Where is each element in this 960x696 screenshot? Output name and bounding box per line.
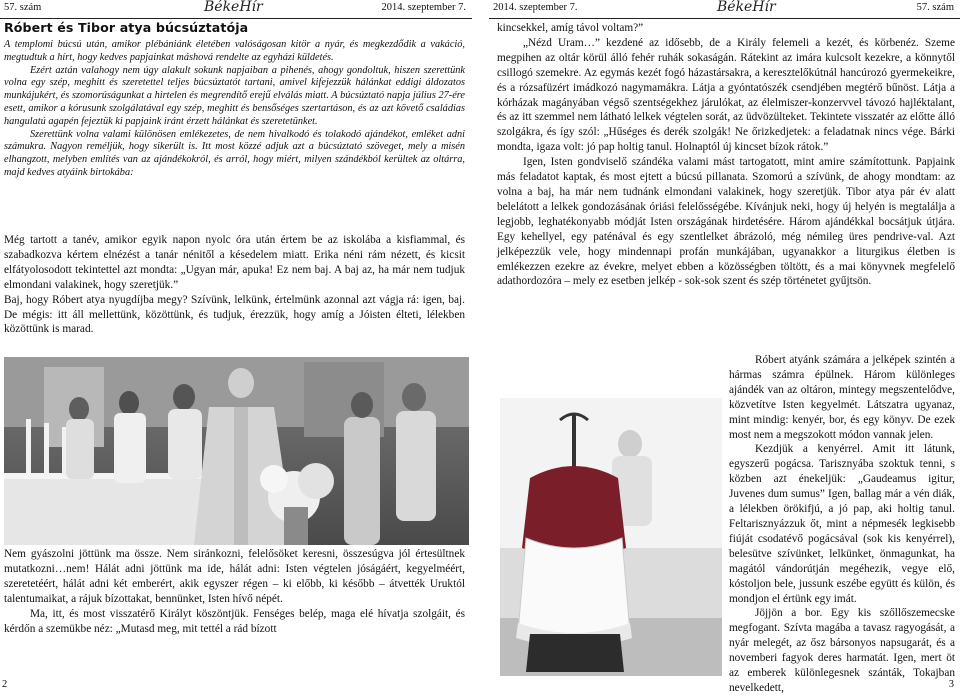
article-body [4, 233, 465, 337]
issue-number: 57. szám [4, 2, 42, 13]
lead-paragraph: A templomi búcsú után, amikor plébániánk életében valóságosan kitör a nyár, és megkezdődik a vakáció, megtudtuk a hírt, hogy kedves papjainkat máshová rendelte az egyházi küldetés. [4, 39, 465, 63]
page-number: 3 [948, 679, 954, 690]
lead-paragraph: Szerettünk volna valami különösen emlékezetes, de nem hivalkodó és tolakodó ajándékot, emléket adni számukra. Nagyon reméljük, hogy sikerült is. Itt most közzé adjuk azt a búcsúztató szöveget, mely a misén elhangzott, melyben említés van az ajándékokról, és arról, hogy miért, milyen szándékból kerültek az oltárra, majd kedves atyáink birtokába: [4, 128, 465, 178]
running-head-left [0, 0, 472, 19]
article-body-continued [4, 547, 465, 636]
article-column-wrap [729, 353, 955, 696]
body-paragraph: Baj, hogy Róbert atya nyugdíjba megy? Szívünk, lelkünk, értelmünk azonnal azt vágja rá: igen, baj. De mégis: itt áll mellettünk, közöttünk, és tudjuk, érezzük, hogy amíg a Jóisten élteti, lélekben közöttünk is marad. [4, 293, 465, 336]
lead-paragraph: Ezért aztán valahogy nem úgy alakult sokunk napjaiban a pihenés, ahogy gondoltuk, hiszen szerettünk volna egy szép, meghitt és szeretettel teljes búcsúztatót tartani, amivel kifejezzük hálánkat eddigi áldozatos munkájukért, és szomorúságunkat a hirtelen és megrendítő erejű elválás miatt. A búcsúztató napja július 27-ére esett, amikor a kórusunk szolgálatával egy szép, meghitt és bensőséges szertartáson, és az azt követő családias hangulatú agapén fejeztük ki papjaink iránt érzett hálánkat és szeretetünket. [4, 64, 465, 127]
body-paragraph: Jöjjön a bor. Egy kis szőllőszemecske megfogant. Szívta magába a tavasz ragyogását, a nyár melegét, az ősz bársonyos napsugarát, és a novemberi fagyok deres harmatát. Igen, mert öt az emberek különlegesnek szánták, Tokajban nevelkedett, [729, 607, 955, 694]
issue-date: 2014. szeptember 7. [381, 2, 466, 13]
church-mass-photo-icon [4, 357, 469, 545]
page-number: 2 [2, 679, 8, 690]
page-gutter [472, 0, 489, 692]
issue-number: 57. szám [916, 2, 954, 13]
left-page [0, 0, 472, 692]
body-paragraph: Kezdjük a kenyérrel. Amit itt látunk, egyszerű pogácsa. Tarisznyába szoktuk tenni, s közben azt énekeljük: „Gaudeamus igitur, Juvenes dum sumus” Igen, ballag már a vén diák, a lélekben örökifjú, a jó pap, aki holtig tanul. Feltarisznyázzuk őt, mint a népmesék legkisebb fiúját csodatévő pogácsával (sok kis kenyérrel), belesütve szívünket, lelkünket, önmagunkat, ha magától vándorútján megéhezik, vegye elő, kóstoljon bele, jussunk eszébe együtt és külön, és mondjon el értünk egy imát. [729, 443, 955, 605]
body-paragraph: Róbert atyánk számára a jelképek szintén a hármas számra épülnek. Három különleges ajándék van az oltáron, mintegy megszentelődve, közvetítve Isten kegyelmét. Látszatra ugyanaz, mint mindig: kenyér, bor, és egy könyv. De ezek most nem a megszokott módon vannak jelen. [729, 354, 955, 441]
body-paragraph: Ma, itt, és most visszatérő Királyt köszöntjük. Fenséges belép, maga elé hívatja szolgáit, és kérdőn a szemükbe néz: „Mutasd meg, mit tettél a rád bízott [4, 607, 465, 635]
brand-logo: BékeHír [204, 0, 263, 15]
issue-date: 2014. szeptember 7. [493, 2, 578, 13]
body-paragraph: Még tartott a tanév, amikor egyik napon nyolc óra után értem be az iskolába a kisfiammal, és szabadkozva kértem elnézést a tanár nénitől a késedelem miatt. Erika néni rám nézett, és kicsit elfátyolosodott tekintettel azt mondta: „Ugyan már, apuka! Ez nem baj. A baj az, ha már nem tudjuk elmondani valakinek, hogy szeretjük.” [4, 234, 465, 291]
body-paragraph: „Nézd Uram…” kezdené az idősebb, de a Király felemeli a kezét, és körbenéz. Szeme megpihen az oltár körül álló fehér ruhák sokaságán. Rátekint az imára kulcsolt kezekre, a könnytől csillogó szemekre. Az egymás kezét fogó házastársakra, a keresztelőkútnál hancúrozó gyermekeikre, és a rózsafüzért imádkozó nagymamákra. Látja a gyóntatószék csendjében megtérő bűnöst. Látja a kórházak magányában végső szentségekhez járulókat, az élelmiszer-konzervvel távozó hajléktalant, és az itt szemmel nem látható lelkek végtelen sorát, az üdvözülteket. Tekintete visszatér az előtte álló szolgákra, és így szól: „Hűséges és derék szolgák! Ne őrizkedjetek: a feladatnak nincs vége. Bárki mondta, igaza volt: jó pap holtig tanul. Holnaptól új kincset bízok rátok.” [497, 36, 955, 154]
church-mass-photo [4, 357, 469, 545]
vestment-on-stand-photo [500, 398, 722, 676]
article-column [497, 21, 955, 289]
article-lead [4, 39, 465, 180]
body-paragraph: Igen, Isten gondviselő szándéka valami mást tartogatott, mint amire számítottunk. Papjaink más feladatot kaptak, és most ejtett a búcsú pillanata. Szomorú a szívünk, de ahogy mondtam: az volna a baj, ha már nem tudnánk elmondani valakinek, hogy szeretjük. Tibor atya pár év alatt belelátott a lelkek gondozásának óriási felelősségébe. Kívánjuk neki, hogy új helyén is megtalálja a legjobb, leghatékonyabb módját Isten országának hirdetésére. Három ajándékkal bocsátjuk útjára. Egy kehellyel, egy paténával és egy szentlelket ábrázoló, még némileg üres pendrive-val. Azt jelképezzük vele, hogy mindennapi profán munkájában, ugyanakkor a liturgikus életben is emlékezzen ezekre az évekre, melyet ebben a közösségben töltött, és a mai könyvnek megfelelő adathordozóra – mely ez esetben jelkép - sok-sok szent és szép történetet gyűjtsön. [497, 156, 955, 288]
running-head-right [489, 0, 960, 19]
body-paragraph: kincsekkel, amíg távol voltam?” [497, 22, 644, 34]
brand-logo: BékeHír [717, 0, 776, 15]
article-title: Róbert és Tibor atya búcsúztatója [4, 20, 249, 35]
body-paragraph: Nem gyászolni jöttünk ma össze. Nem siránkozni, felelősöket keresni, összesúgva jól értesültnek mutatkozni…nem! Hálát adni jöttünk ma ide, hálát adni: Isten végtelen jóságáért, kegyelméért, szeretetéért, hálát adni két emberért, akik egyszer régen – ki előbb, ki később – átvették Uruktól talentumaikat, a rájuk bízottakat, bennünket, Isten hívő népét. [4, 548, 465, 605]
vestment-photo-icon [500, 398, 722, 676]
